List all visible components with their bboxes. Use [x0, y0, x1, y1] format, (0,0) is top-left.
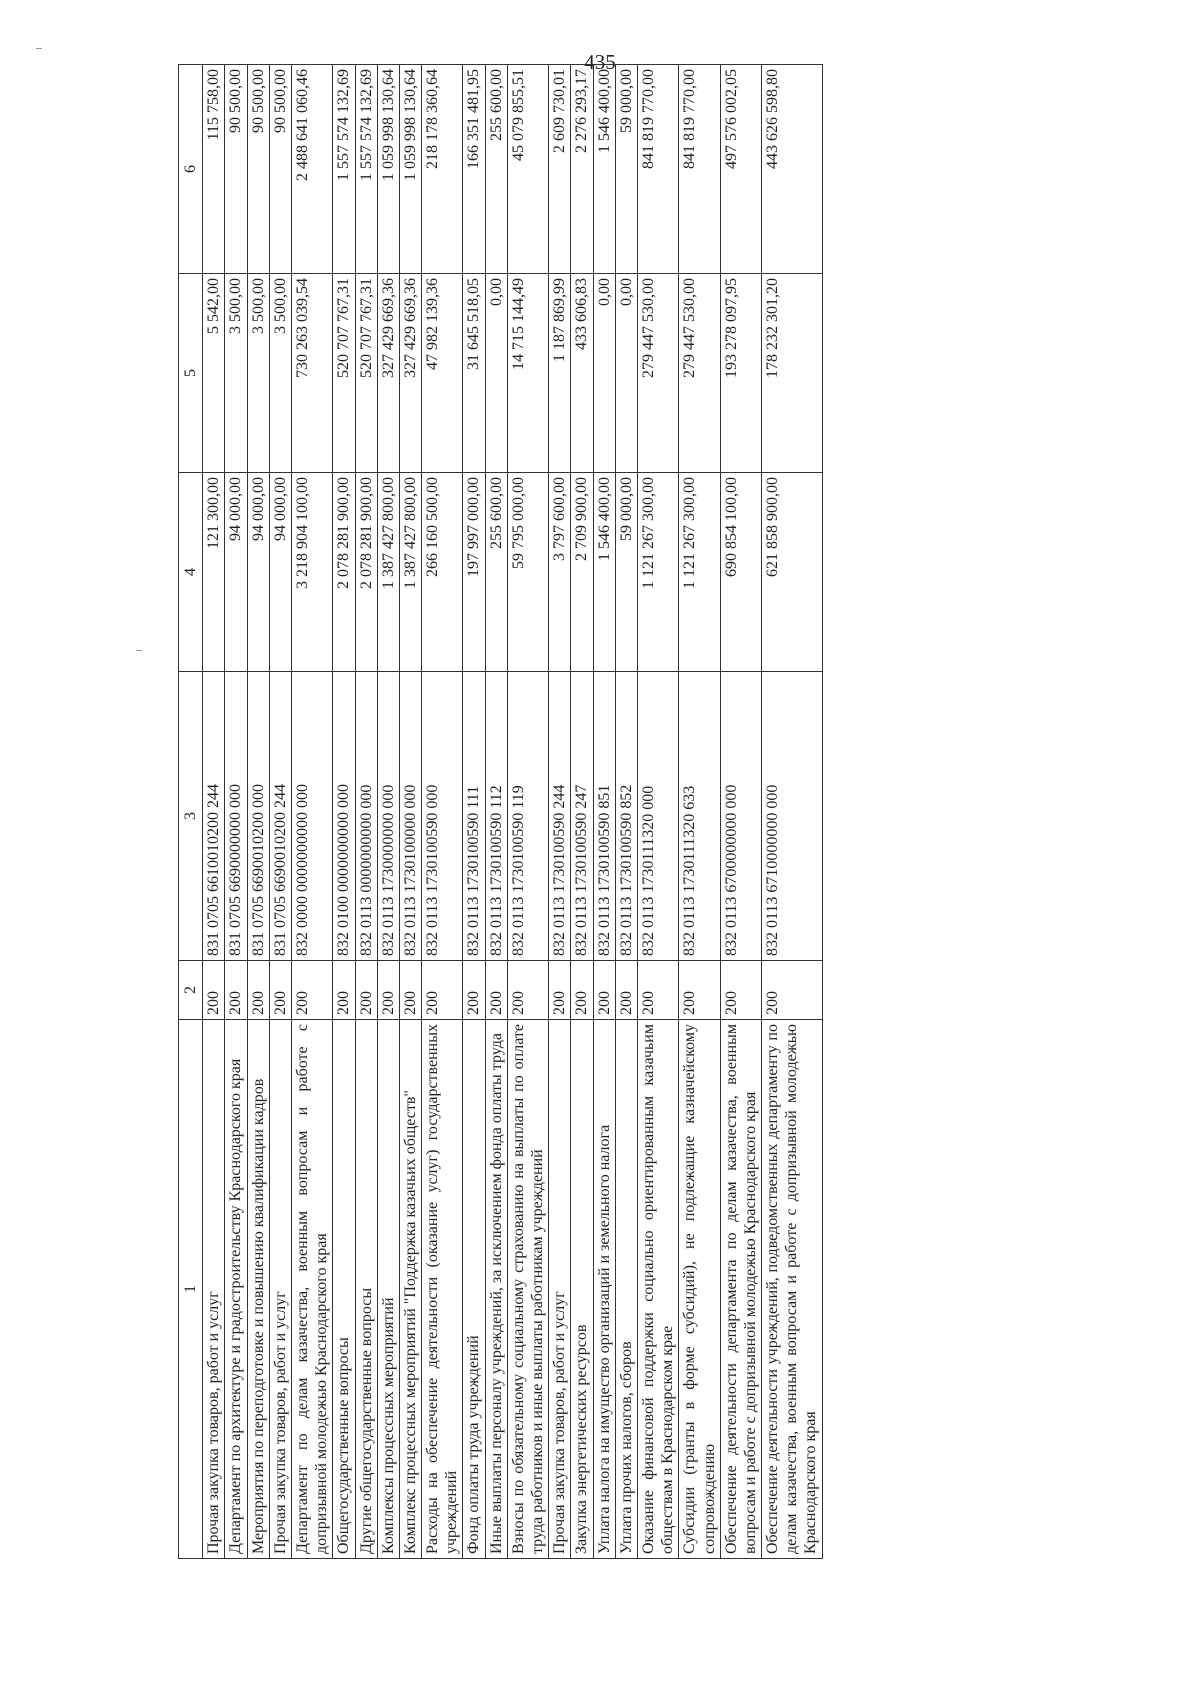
admin-code-cell: 200	[637, 961, 678, 1020]
scan-mark	[136, 650, 142, 651]
row-name-cell: Прочая закупка товаров, работ и услуг	[203, 1020, 225, 1559]
unexecuted-amount-cell: 166 351 481,95	[463, 65, 485, 274]
unexecuted-amount-cell: 90 500,00	[269, 65, 291, 274]
approved-amount-cell: 1 546 400,00	[593, 473, 615, 672]
column-header: 4	[179, 473, 203, 672]
budget-code-cell: 832 0113 1730111320 633	[679, 672, 720, 961]
admin-code-cell: 200	[422, 961, 463, 1020]
row-name-cell: Комплекс процессных мероприятий "Поддержка казачьих обществ"	[399, 1020, 421, 1559]
table-row	[615, 65, 637, 1559]
approved-amount-cell: 94 000,00	[269, 473, 291, 672]
row-name-cell: Департамент по делам казачества, военным вопросам и работе с допризывной молодежью Краснодарского края	[291, 1020, 332, 1559]
approved-amount-cell: 1 121 267 300,00	[679, 473, 720, 672]
budget-code-cell: 832 0113 1730100590 111	[463, 672, 485, 961]
row-name-cell: Оказание финансовой поддержки социально ориентированным казачьим обществам в Краснодарском крае	[637, 1020, 678, 1559]
table-row	[720, 65, 761, 1559]
approved-amount-cell: 94 000,00	[247, 473, 269, 672]
table-row	[762, 65, 823, 1559]
budget-code-cell: 832 0113 1730000000 000	[377, 672, 399, 961]
admin-code-cell: 200	[571, 961, 593, 1020]
table-row	[355, 65, 377, 1559]
budget-code-cell: 832 0113 1730100590 247	[571, 672, 593, 961]
unexecuted-amount-cell: 90 500,00	[247, 65, 269, 274]
row-name-cell: Расходы на обеспечение деятельности (оказание услуг) государственных учреждений	[422, 1020, 463, 1559]
executed-amount-cell: 520 707 767,31	[333, 274, 355, 473]
budget-code-cell: 831 0705 6690000000 000	[225, 672, 247, 961]
unexecuted-amount-cell: 443 626 598,80	[762, 65, 823, 274]
executed-amount-cell: 31 645 518,05	[463, 274, 485, 473]
table-row	[333, 65, 355, 1559]
row-name-cell: Прочая закупка товаров, работ и услуг	[269, 1020, 291, 1559]
approved-amount-cell: 1 387 427 800,00	[377, 473, 399, 672]
approved-amount-cell: 121 300,00	[203, 473, 225, 672]
row-name-cell: Мероприятия по переподготовке и повышению квалификации кадров	[247, 1020, 269, 1559]
row-name-cell: Общегосударственные вопросы	[333, 1020, 355, 1559]
admin-code-cell: 200	[377, 961, 399, 1020]
column-header: 1	[179, 1020, 203, 1559]
executed-amount-cell: 1 187 869,99	[549, 274, 571, 473]
executed-amount-cell: 178 232 301,20	[762, 274, 823, 473]
admin-code-cell: 200	[399, 961, 421, 1020]
approved-amount-cell: 1 387 427 800,00	[399, 473, 421, 672]
row-name-cell: Иные выплаты персоналу учреждений, за исключением фонда оплаты труда	[485, 1020, 507, 1559]
table-row	[463, 65, 485, 1559]
approved-amount-cell: 94 000,00	[225, 473, 247, 672]
table-row	[225, 65, 247, 1559]
approved-amount-cell: 266 160 500,00	[422, 473, 463, 672]
admin-code-cell: 200	[247, 961, 269, 1020]
table-row	[507, 65, 548, 1559]
unexecuted-amount-cell: 1 557 574 132,69	[333, 65, 355, 274]
table-row	[571, 65, 593, 1559]
admin-code-cell: 200	[269, 961, 291, 1020]
row-name-cell: Обеспечение деятельности учреждений, подведомственных департаменту по делам казачества, военным вопросам и работе с допризывной молодежью Краснодарского края	[762, 1020, 823, 1559]
column-header: 6	[179, 65, 203, 274]
executed-amount-cell: 5 542,00	[203, 274, 225, 473]
budget-code-cell: 832 0113 1730111320 000	[637, 672, 678, 961]
column-header: 2	[179, 961, 203, 1020]
admin-code-cell: 200	[615, 961, 637, 1020]
approved-amount-cell: 59 000,00	[615, 473, 637, 672]
unexecuted-amount-cell: 841 819 770,00	[679, 65, 720, 274]
row-name-cell: Комплексы процессных мероприятий	[377, 1020, 399, 1559]
budget-table	[178, 64, 823, 1559]
executed-amount-cell: 3 500,00	[247, 274, 269, 473]
admin-code-cell: 200	[720, 961, 761, 1020]
budget-code-cell: 832 0113 0000000000 000	[355, 672, 377, 961]
table-row	[593, 65, 615, 1559]
admin-code-cell: 200	[203, 961, 225, 1020]
executed-amount-cell: 279 447 530,00	[637, 274, 678, 473]
budget-code-cell: 831 0705 6690010200 244	[269, 672, 291, 961]
unexecuted-amount-cell: 255 600,00	[485, 65, 507, 274]
budget-code-cell: 832 0113 1730100590 119	[507, 672, 548, 961]
row-name-cell: Департамент по архитектуре и градостроительству Краснодарского края	[225, 1020, 247, 1559]
executed-amount-cell: 47 982 139,36	[422, 274, 463, 473]
table-row	[485, 65, 507, 1559]
row-name-cell: Другие общегосударственные вопросы	[355, 1020, 377, 1559]
table-row	[291, 65, 332, 1559]
approved-amount-cell: 2 709 900,00	[571, 473, 593, 672]
approved-amount-cell: 2 078 281 900,00	[355, 473, 377, 672]
unexecuted-amount-cell: 59 000,00	[615, 65, 637, 274]
row-name-cell: Закупка энергетических ресурсов	[571, 1020, 593, 1559]
executed-amount-cell: 327 429 669,36	[399, 274, 421, 473]
executed-amount-cell: 327 429 669,36	[377, 274, 399, 473]
row-name-cell: Обеспечение деятельности департамента по делам казачества, военным вопросам и работе с допризывной молодежью Краснодарского края	[720, 1020, 761, 1559]
unexecuted-amount-cell: 497 576 002,05	[720, 65, 761, 274]
approved-amount-cell: 690 854 100,00	[720, 473, 761, 672]
unexecuted-amount-cell: 1 546 400,00	[593, 65, 615, 274]
budget-code-cell: 832 0113 1730100590 112	[485, 672, 507, 961]
unexecuted-amount-cell: 841 819 770,00	[637, 65, 678, 274]
approved-amount-cell: 59 795 000,00	[507, 473, 548, 672]
admin-code-cell: 200	[593, 961, 615, 1020]
budget-code-cell: 831 0705 6690010200 000	[247, 672, 269, 961]
executed-amount-cell: 3 500,00	[269, 274, 291, 473]
executed-amount-cell: 0,00	[615, 274, 637, 473]
page-number: 435	[584, 50, 616, 74]
approved-amount-cell: 3 797 600,00	[549, 473, 571, 672]
budget-code-cell: 832 0113 1730100000 000	[399, 672, 421, 961]
row-name-cell: Уплата прочих налогов, сборов	[615, 1020, 637, 1559]
admin-code-cell: 200	[679, 961, 720, 1020]
executed-amount-cell: 14 715 144,49	[507, 274, 548, 473]
executed-amount-cell: 730 263 039,54	[291, 274, 332, 473]
unexecuted-amount-cell: 1 557 574 132,69	[355, 65, 377, 274]
column-header: 5	[179, 274, 203, 473]
table-row	[422, 65, 463, 1559]
admin-code-cell: 200	[463, 961, 485, 1020]
admin-code-cell: 200	[225, 961, 247, 1020]
admin-code-cell: 200	[549, 961, 571, 1020]
row-name-cell: Уплата налога на имущество организаций и земельного налога	[593, 1020, 615, 1559]
approved-amount-cell: 1 121 267 300,00	[637, 473, 678, 672]
row-name-cell: Фонд оплаты труда учреждений	[463, 1020, 485, 1559]
table-row	[377, 65, 399, 1559]
table-row	[247, 65, 269, 1559]
table-row	[679, 65, 720, 1559]
budget-code-cell: 832 0113 1730100590 851	[593, 672, 615, 961]
table-row	[399, 65, 421, 1559]
budget-code-cell: 832 0113 1730100590 000	[422, 672, 463, 961]
unexecuted-amount-cell: 2 609 730,01	[549, 65, 571, 274]
admin-code-cell: 200	[291, 961, 332, 1020]
budget-code-cell: 832 0113 6710000000 000	[762, 672, 823, 961]
rotated-table-container	[178, 69, 1078, 1559]
row-name-cell: Субсидии (гранты в форме субсидий), не подлежащие казначейскому сопровождению	[679, 1020, 720, 1559]
unexecuted-amount-cell: 45 079 855,51	[507, 65, 548, 274]
executed-amount-cell: 433 606,83	[571, 274, 593, 473]
admin-code-cell: 200	[485, 961, 507, 1020]
approved-amount-cell: 2 078 281 900,00	[333, 473, 355, 672]
executed-amount-cell: 279 447 530,00	[679, 274, 720, 473]
budget-code-cell: 832 0113 1730100590 244	[549, 672, 571, 961]
approved-amount-cell: 3 218 904 100,00	[291, 473, 332, 672]
unexecuted-amount-cell: 2 488 641 060,46	[291, 65, 332, 274]
budget-code-cell: 832 0000 0000000000 000	[291, 672, 332, 961]
budget-code-cell: 832 0100 0000000000 000	[333, 672, 355, 961]
budget-code-cell: 832 0113 6700000000 000	[720, 672, 761, 961]
executed-amount-cell: 3 500,00	[225, 274, 247, 473]
executed-amount-cell: 0,00	[593, 274, 615, 473]
row-name-cell: Прочая закупка товаров, работ и услуг	[549, 1020, 571, 1559]
approved-amount-cell: 621 858 900,00	[762, 473, 823, 672]
unexecuted-amount-cell: 1 059 998 130,64	[377, 65, 399, 274]
admin-code-cell: 200	[355, 961, 377, 1020]
table-row	[203, 65, 225, 1559]
unexecuted-amount-cell: 218 178 360,64	[422, 65, 463, 274]
executed-amount-cell: 193 278 097,95	[720, 274, 761, 473]
table-row	[637, 65, 678, 1559]
table-header-row	[179, 65, 203, 1559]
admin-code-cell: 200	[762, 961, 823, 1020]
executed-amount-cell: 520 707 767,31	[355, 274, 377, 473]
row-name-cell: Взносы по обязательному социальному страхованию на выплаты по оплате труда работников и иные выплаты работникам учреждений	[507, 1020, 548, 1559]
admin-code-cell: 200	[333, 961, 355, 1020]
column-header: 3	[179, 672, 203, 961]
unexecuted-amount-cell: 1 059 998 130,64	[399, 65, 421, 274]
scan-mark	[36, 48, 42, 49]
approved-amount-cell: 197 997 000,00	[463, 473, 485, 672]
unexecuted-amount-cell: 115 758,00	[203, 65, 225, 274]
budget-code-cell: 832 0113 1730100590 852	[615, 672, 637, 961]
admin-code-cell: 200	[507, 961, 548, 1020]
executed-amount-cell: 0,00	[485, 274, 507, 473]
table-row	[269, 65, 291, 1559]
unexecuted-amount-cell: 2 276 293,17	[571, 65, 593, 274]
table-row	[549, 65, 571, 1559]
unexecuted-amount-cell: 90 500,00	[225, 65, 247, 274]
budget-code-cell: 831 0705 6610010200 244	[203, 672, 225, 961]
approved-amount-cell: 255 600,00	[485, 473, 507, 672]
